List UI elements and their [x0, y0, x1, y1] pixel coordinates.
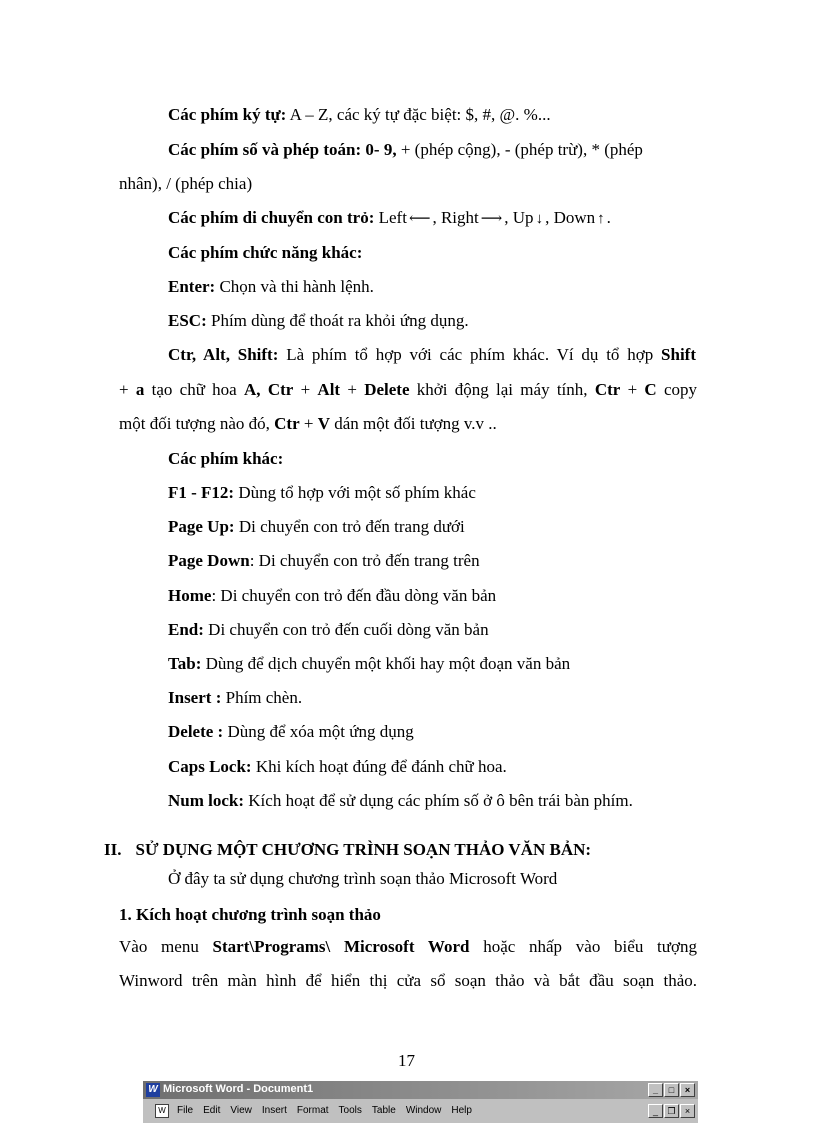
menu-insert[interactable]: Insert [261, 1105, 287, 1116]
menu-tools[interactable]: Tools [338, 1105, 362, 1116]
section-intro [168, 868, 557, 890]
menu-table[interactable]: Table [371, 1105, 396, 1116]
menu-format[interactable]: Format [296, 1105, 329, 1116]
close-icon[interactable]: × [680, 1083, 695, 1097]
text: một đối tượng nào đó, [119, 414, 275, 433]
shift-key: Shift [661, 345, 696, 364]
arrow-left-icon: ⟵ [408, 211, 431, 228]
line-f1-f12 [168, 482, 476, 504]
text: Dùng để xóa một ứng dụng [223, 722, 414, 741]
text: + [119, 380, 136, 399]
text: Khi kích hoạt đúng để đánh chữ hoa. [251, 757, 507, 776]
text: Phím chèn. [221, 688, 303, 707]
text: Ở đây ta sử dụng chương trình soạn thảo Microsoft Word [168, 869, 558, 888]
text: hoặc nhấp vào biểu tượng [469, 937, 697, 956]
key: C [644, 380, 657, 399]
menu-view[interactable]: View [230, 1105, 252, 1116]
key: V [317, 414, 331, 433]
line-tab [168, 653, 570, 675]
text: Dùng để dịch chuyển một khối hay một đoạn văn bản [201, 654, 571, 673]
label: Các phím khác: [168, 449, 284, 468]
line-ctr-alt-shift [168, 344, 696, 366]
page-number: 17 [398, 1051, 415, 1070]
doc-restore-icon[interactable]: ❐ [664, 1104, 679, 1118]
key: A, [244, 380, 261, 399]
label: Các phím chức năng khác: [168, 243, 363, 262]
line-home [168, 585, 496, 607]
text: + [620, 380, 645, 399]
line-character-keys [168, 104, 551, 126]
label: Caps Lock: [168, 757, 252, 776]
label: Tab: [168, 654, 202, 673]
line-num-lock [168, 790, 633, 812]
text: + [299, 414, 318, 433]
line-ctr-alt-shift-cont [119, 379, 697, 401]
subheading-text: 1. Kích hoạt chương trình soạn thảo [119, 905, 381, 924]
text: dán một đối tượng v.v .. [330, 414, 497, 433]
arrow-right-icon: ⟶ [480, 211, 503, 228]
document-icon[interactable]: W [155, 1104, 169, 1118]
label: F1 - F12: [168, 483, 235, 502]
text: Dùng tổ hợp với một số phím khác [234, 483, 476, 502]
text: : Di chuyển con trỏ đến đầu dòng văn bản [211, 586, 497, 605]
down-text: , Down [545, 208, 596, 227]
maximize-icon[interactable]: □ [664, 1083, 679, 1097]
text: Kích hoạt để sử dụng các phím số ở ô bên trái bàn phím. [244, 791, 633, 810]
arrow-down-icon: ↓ [535, 211, 544, 228]
key: Alt [317, 380, 341, 399]
text: khởi động lại máy tính, [409, 380, 595, 399]
line-esc [168, 310, 469, 332]
line-enter [168, 276, 374, 298]
paragraph-line-1 [119, 936, 697, 958]
line-insert [168, 687, 302, 709]
line-number-keys [168, 139, 643, 161]
menu-path: Start\Programs\ Microsoft Word [212, 937, 470, 956]
line-function-keys-heading [168, 242, 362, 264]
right-text: , Right [432, 208, 479, 227]
label: End: [168, 620, 204, 639]
text: Là phím tổ hợp với các phím khác. Ví dụ tổ hợp [278, 345, 662, 364]
menu-file[interactable]: File [177, 1105, 194, 1116]
line-delete [168, 721, 414, 743]
key: Delete [364, 380, 410, 399]
menu-edit[interactable]: Edit [203, 1105, 221, 1116]
label: Delete : [168, 722, 224, 741]
label: Insert : [168, 688, 222, 707]
section-heading [104, 840, 591, 860]
line-other-keys-heading [168, 448, 283, 470]
word-title: Microsoft Word - Document1 [163, 1083, 314, 1095]
text: + [293, 380, 318, 399]
line-caps-lock [168, 756, 507, 778]
arrow-up-icon: ↑ [597, 211, 605, 228]
menu-items [177, 1105, 472, 1116]
text: Winword trên màn hình để hiển thị cửa sổ soạn thảo và bắt đầu soạn thảo. [119, 971, 697, 990]
section-title: SỬ DỤNG MỘT CHƯƠNG TRÌNH SOẠN THẢO VĂN BẢN: [135, 840, 592, 859]
window-controls [648, 1083, 695, 1097]
key: Ctr [267, 380, 294, 399]
text: + [340, 380, 365, 399]
minimize-icon[interactable]: _ [648, 1083, 663, 1097]
text: tạo chữ hoa [144, 380, 244, 399]
doc-close-icon[interactable]: × [680, 1104, 695, 1118]
label: Page Down [168, 551, 250, 570]
text: + (phép cộng), - (phép trừ), * (phép [396, 140, 643, 159]
line-page-up [168, 516, 465, 538]
label: Ctr, Alt, Shift: [168, 345, 279, 364]
section-number: II. [104, 840, 122, 859]
text: copy [656, 380, 698, 399]
line-arrow-keys: Các phím di chuyển con trỏ: Left ⟵ , Right ⟶ , Up ↓ , Down ↑ . [168, 207, 611, 230]
menu-help[interactable]: Help [451, 1105, 472, 1116]
up-text: , Up [504, 208, 534, 227]
word-menu-bar [143, 1101, 698, 1121]
line-number-keys-cont [119, 173, 252, 195]
text: Phím dùng để thoát ra khỏi ứng dụng. [206, 311, 469, 330]
line-end [168, 619, 489, 641]
key: Ctr [274, 414, 300, 433]
word-logo-icon: W [146, 1083, 160, 1097]
label: Enter: [168, 277, 216, 296]
label: Các phím di chuyển con trỏ: [168, 208, 375, 227]
label: Các phím số và phép toán: 0- 9, [168, 140, 397, 159]
line-page-down [168, 550, 480, 572]
label: Home [168, 586, 212, 605]
subheading [119, 904, 381, 926]
key: Ctr [594, 380, 621, 399]
menu-window[interactable]: Window [405, 1105, 442, 1116]
line-ctr-alt-shift-cont2 [119, 413, 497, 435]
text: nhân), / (phép chia) [119, 174, 253, 193]
doc-minimize-icon[interactable]: _ [648, 1104, 663, 1118]
left-text: Left [374, 208, 407, 227]
label: Các phím ký tự: [168, 105, 287, 124]
text: : Di chuyển con trỏ đến trang trên [249, 551, 480, 570]
word-window-screenshot [143, 1081, 698, 1123]
label: Num lock: [168, 791, 245, 810]
word-title-bar [143, 1081, 698, 1099]
text: Chọn và thi hành lệnh. [215, 277, 374, 296]
text: A – Z, các ký tự đặc biệt: $, #, @. %... [286, 105, 551, 124]
text: Di chuyển con trỏ đến trang dưới [234, 517, 465, 536]
paragraph-line-2 [119, 970, 697, 992]
label: ESC: [168, 311, 207, 330]
text: Vào menu [119, 937, 213, 956]
label: Page Up: [168, 517, 235, 536]
document-controls [648, 1104, 695, 1118]
key: a [135, 380, 145, 399]
text: Di chuyển con trỏ đến cuối dòng văn bản [203, 620, 489, 639]
